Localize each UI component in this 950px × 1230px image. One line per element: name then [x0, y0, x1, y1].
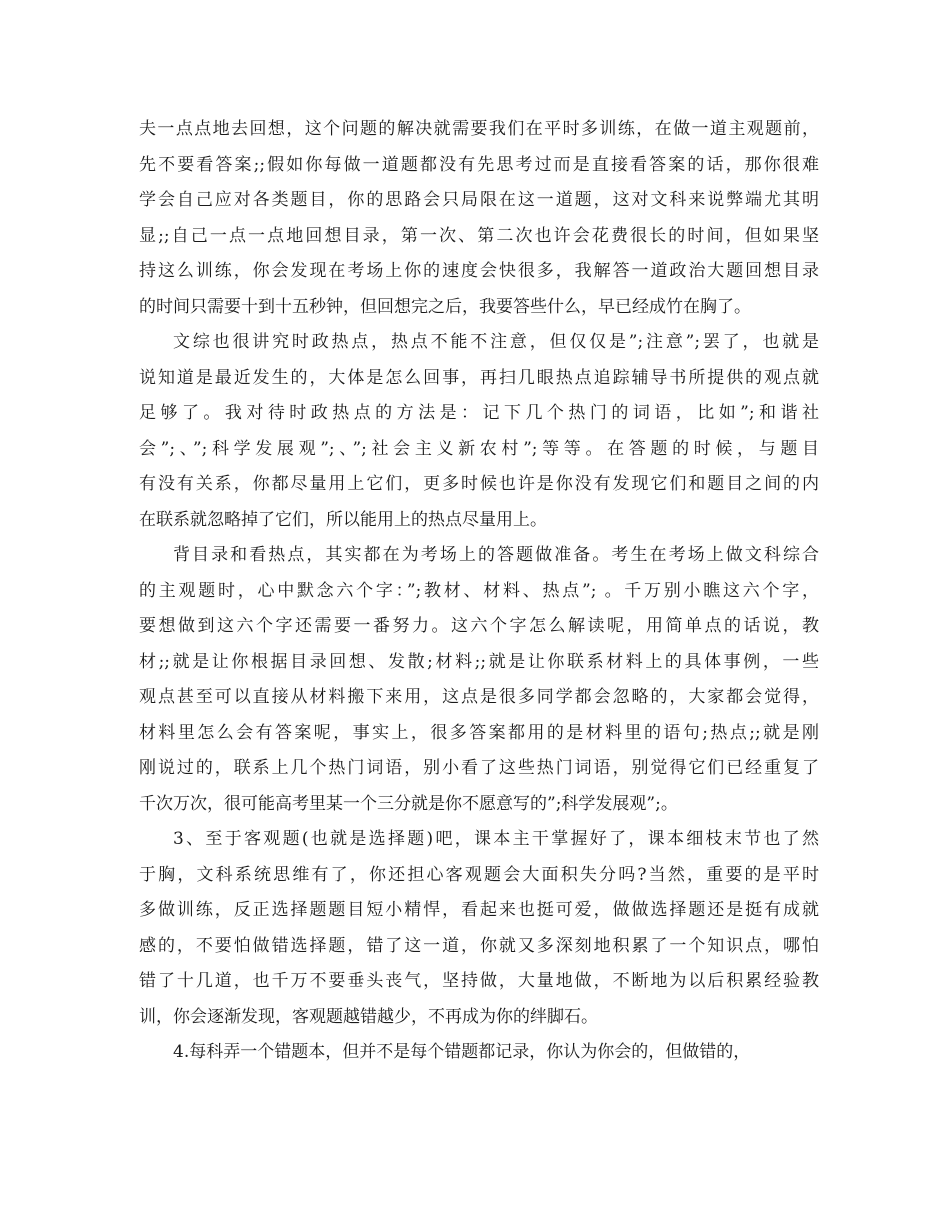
paragraph: [139, 822, 819, 1035]
text-line: 感的，不要怕做错选择题，错了这一道，你就又多深刻地积累了一个知识点，哪怕: [139, 935, 819, 956]
text-line: 在联系就忽略掉了它们，所以能用上的热点尽量用上。: [139, 509, 547, 530]
paragraph: [139, 538, 819, 822]
text-line: 有没有关系，你都尽量用上它们，更多时候也许是你没有发现它们和题目之间的内: [139, 474, 819, 494]
text-line: 显;;自己一点一点地回想目录，第一次、第二次也许会花费很长的时间，但如果坚: [139, 225, 819, 246]
text-line: 训，你会逐渐发现，客观题越错越少，不再成为你的绊脚石。: [139, 1006, 598, 1027]
paragraph: [139, 1035, 819, 1071]
text-line: 材料里怎么会有答案呢，事实上，很多答案都用的是材料里的语句;热点;;就是刚: [139, 722, 819, 743]
text-line: 夫一点点地去回想，这个问题的解决就需要我们在平时多训练，在做一道主观题前，: [139, 119, 819, 139]
text-line: 错了十几道，也千万不要垂头丧气，坚持做，大量地做，不断地为以后积累经验教: [139, 971, 819, 991]
text-line: 会”;、”;科学发展观”;、”;社会主义新农村”;等等。在答题的时候，与题目: [139, 438, 819, 459]
paragraph: [139, 112, 819, 325]
body-text: [139, 112, 819, 1071]
text-line: 的时间只需要十到十五秒钟，但回想完之后，我要答些什么，早已经成竹在胸了。: [139, 296, 751, 317]
text-line: 背目录和看热点，其实都在为考场上的答题做准备。考生在考场上做文科综合: [173, 545, 819, 565]
paragraph: [139, 325, 819, 538]
text-line: 文综也很讲究时政热点，热点不能不注意，但仅仅是”;注意”;罢了，也就是: [173, 332, 819, 352]
text-line: 千次万次，很可能高考里某一个三分就是你不愿意写的”;科学发展观”;。: [139, 793, 678, 814]
text-line: 多做训练，反正选择题题目短小精悍，看起来也挺可爱，做做选择题还是挺有成就: [139, 900, 819, 920]
text-line: 观点甚至可以直接从材料搬下来用，这点是很多同学都会忽略的，大家都会觉得，: [139, 687, 819, 707]
text-line: 先不要看答案;;假如你每做一道题都没有先思考过而是直接看答案的话，那你很难: [139, 154, 819, 175]
text-line: 材;;就是让你根据目录回想、发散;材料;;就是让你联系材料上的具体事例，一些: [139, 651, 819, 672]
text-line: 刚说过的，联系上几个热门词语，别小看了这些热门词语，别觉得它们已经重复了: [139, 758, 819, 778]
text-line: 3、至于客观题(也就是选择题)吧，课本主干掌握好了，课本细枝末节也了然: [173, 829, 819, 849]
text-line: 持这么训练，你会发现在考场上你的速度会快很多，我解答一道政治大题回想目录: [139, 261, 819, 281]
text-line: 学会自己应对各类题目，你的思路会只局限在这一道题，这对文科来说弊端尤其明: [139, 190, 819, 210]
text-line: 于胸，文科系统思维有了，你还担心客观题会大面积失分吗?当然，重要的是平时: [139, 864, 819, 885]
text-line: 要想做到这六个字还需要一番努力。这六个字怎么解读呢，用简单点的话说，教: [139, 616, 819, 636]
text-line: 4.每科弄一个错题本，但并不是每个错题都记录，你认为你会的，但做错的，: [173, 1042, 751, 1062]
text-line: 说知道是最近发生的，大体是怎么回事，再扫几眼热点追踪辅导书所提供的观点就: [139, 367, 819, 388]
text-line: 足够了。我对待时政热点的方法是：记下几个热门的词语，比如”;和谐社: [139, 403, 819, 423]
text-line: 的主观题时，心中默念六个字：”;教材、材料、热点”; 。千万别小瞧这六个字，: [139, 580, 819, 601]
